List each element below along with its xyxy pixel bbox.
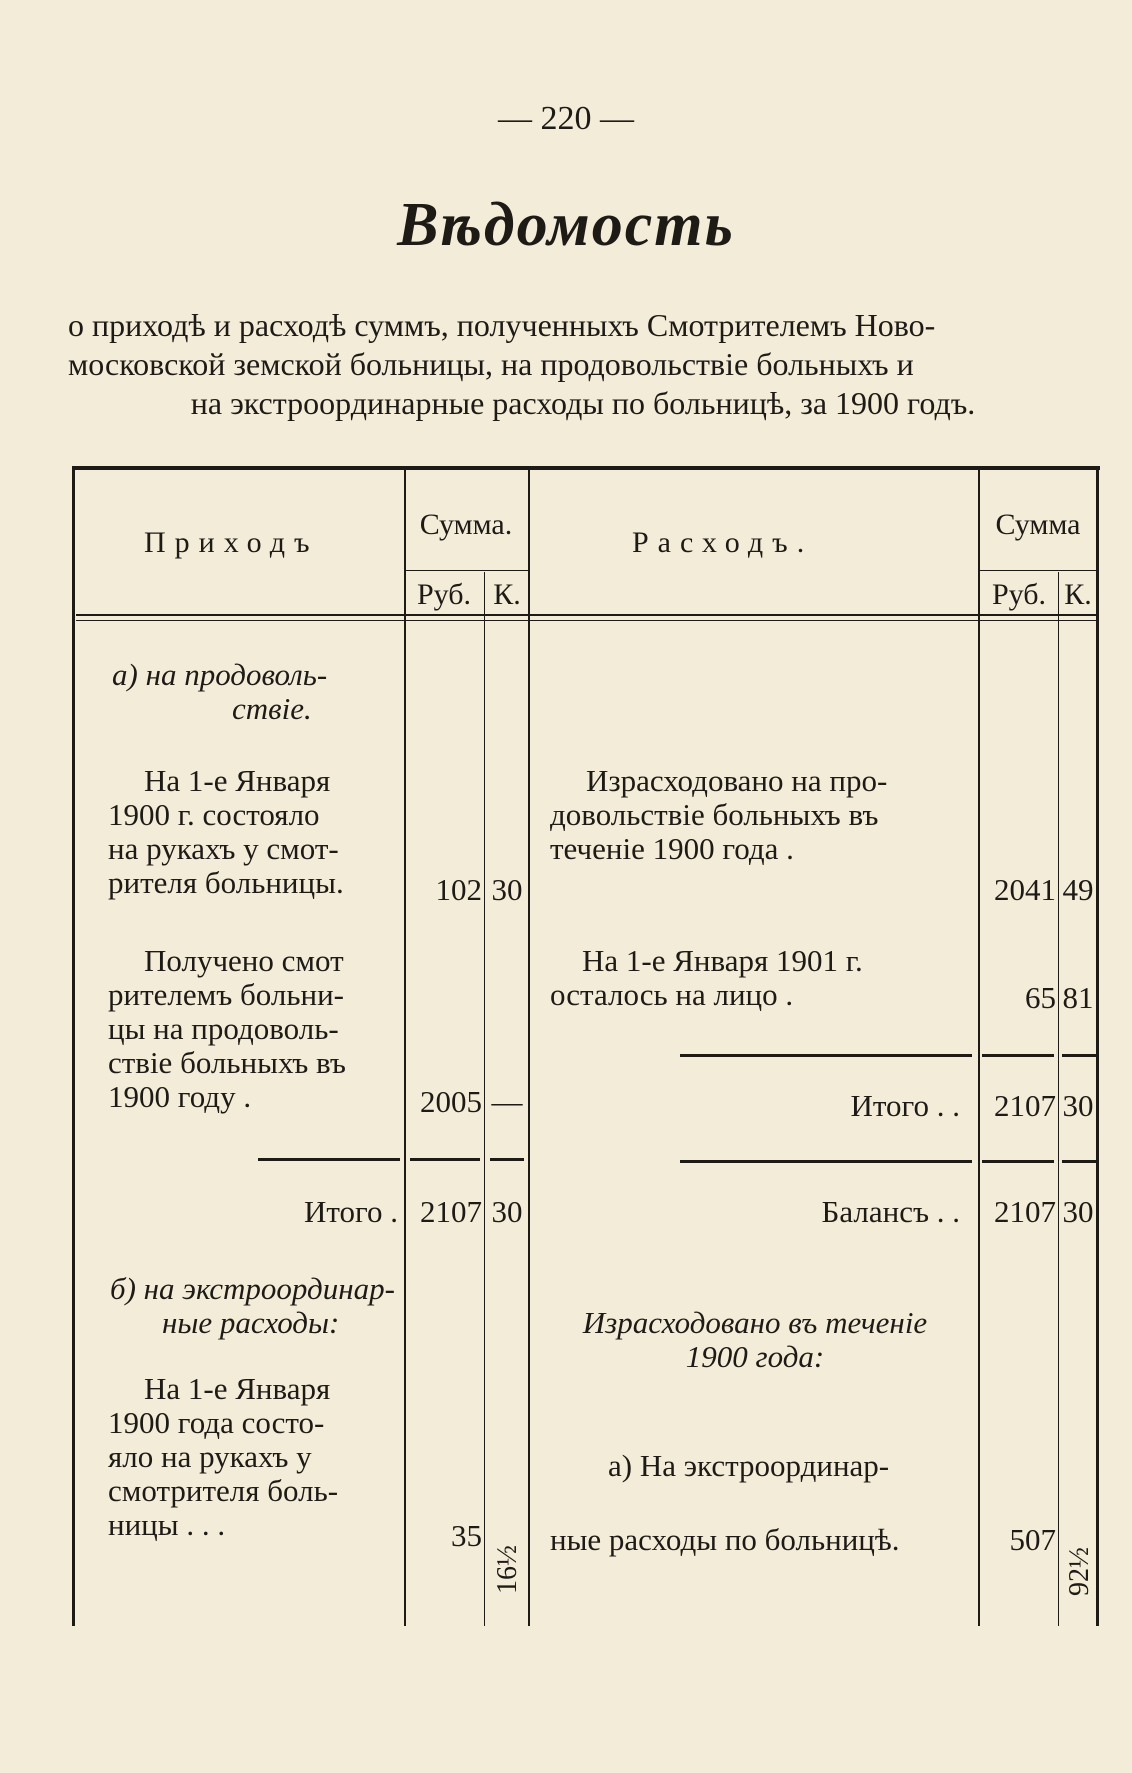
subtotal-rule bbox=[410, 1158, 480, 1161]
column-divider bbox=[484, 572, 485, 1626]
page-number: — 220 — bbox=[498, 100, 634, 137]
expense-entry-3-line2: ные расходы по больницѣ. bbox=[550, 1522, 900, 1557]
expense-total-label: Итого . . bbox=[850, 1088, 960, 1123]
balance-rule bbox=[680, 1160, 972, 1163]
expense-total-rub: 2107 bbox=[994, 1088, 1056, 1123]
column-divider bbox=[1058, 572, 1059, 1626]
subtotal-rule bbox=[258, 1158, 400, 1161]
subtotal-rule bbox=[490, 1158, 524, 1161]
document-subtitle bbox=[68, 306, 1098, 423]
income-total-label: Итого . bbox=[304, 1194, 398, 1229]
expense-entry-2: На 1-е Января 1901 г. осталось на лицо . bbox=[550, 943, 863, 1012]
subtotal-rule bbox=[982, 1054, 1054, 1057]
balance-label: Балансъ . . bbox=[821, 1194, 960, 1229]
table-top-rule bbox=[72, 466, 1100, 470]
header-rub-left: Руб. bbox=[416, 578, 472, 611]
sum-subheader-rule bbox=[404, 570, 528, 571]
income-entry-2-kop: — bbox=[491, 1084, 523, 1119]
subtitle-line: московской земской больницы, на продовольствіе больныхъ и bbox=[68, 346, 914, 382]
header-rub-right: Руб. bbox=[991, 578, 1047, 611]
income-entry-1-rub: 102 bbox=[435, 872, 482, 907]
expense-entry-2-rub: 65 bbox=[1025, 980, 1056, 1015]
expense-entry-3-line1: а) На экстроординар- bbox=[608, 1448, 890, 1483]
balance-kop: 30 bbox=[1062, 1194, 1094, 1229]
table-left-border bbox=[72, 466, 75, 1626]
column-divider bbox=[978, 466, 980, 1626]
column-divider bbox=[404, 466, 406, 1626]
expense-section-b-label: Израсходовано въ теченіе 1900 года: bbox=[582, 1305, 928, 1374]
header-expense: Расходъ. bbox=[632, 526, 814, 559]
expense-total-kop: 30 bbox=[1062, 1088, 1094, 1123]
header-rule-thin bbox=[76, 620, 1096, 621]
expense-entry-1-rub: 2041 bbox=[994, 872, 1056, 907]
income-entry-1-kop: 30 bbox=[491, 872, 523, 907]
subtotal-rule bbox=[680, 1054, 972, 1057]
sum-subheader-rule bbox=[978, 570, 1096, 571]
header-income: Приходъ bbox=[144, 526, 319, 559]
expense-entry-1: Израсходовано на про- довольствіе больныхъ въ теченіе 1900 года . bbox=[550, 763, 888, 866]
income-entry-2-rub: 2005 bbox=[420, 1084, 482, 1119]
income-entry-2: Получено смот рителемъ больни- цы на продоволь- ствіе больныхъ въ 1900 году . bbox=[108, 943, 346, 1114]
header-rule bbox=[76, 614, 1096, 616]
subtitle-line: на экстроординарные расходы по больницѣ, за 1900 годъ. bbox=[190, 385, 976, 421]
header-sum-right: Сумма bbox=[995, 508, 1081, 541]
balance-rub: 2107 bbox=[994, 1194, 1056, 1229]
income-entry-3-rub: 35 bbox=[451, 1518, 482, 1553]
balance-rule bbox=[982, 1160, 1054, 1163]
income-total-kop: 30 bbox=[491, 1194, 523, 1229]
income-entry-1: На 1-е Января 1900 г. состояло на рукахъ у смот- рителя больницы. bbox=[108, 763, 344, 900]
balance-rule bbox=[1062, 1160, 1096, 1163]
header-kop-right: К. bbox=[1064, 578, 1092, 611]
header-sum-left: Сумма. bbox=[419, 508, 513, 541]
section-b-label: б) на экстроординар- ные расходы: bbox=[110, 1271, 395, 1340]
expense-entry-3-kop: 92½ bbox=[1064, 1547, 1095, 1596]
table-right-border bbox=[1096, 466, 1099, 1626]
expense-entry-3-rub: 507 bbox=[1009, 1522, 1056, 1557]
income-entry-3-kop: 16½ bbox=[492, 1545, 523, 1594]
income-total-rub: 2107 bbox=[420, 1194, 482, 1229]
income-entry-3: На 1-е Января 1900 года состо- яло на рукахъ у смотрителя боль- ницы . . . bbox=[108, 1371, 339, 1542]
document-heading: Вѣдомость bbox=[397, 191, 735, 259]
header-kop-left: К. bbox=[493, 578, 521, 611]
expense-entry-2-kop: 81 bbox=[1062, 980, 1094, 1015]
subtotal-rule bbox=[1062, 1054, 1096, 1057]
expense-entry-1-kop: 49 bbox=[1062, 872, 1094, 907]
column-divider bbox=[528, 466, 530, 1626]
subtitle-line: о приходѣ и расходѣ суммъ, полученныхъ Смотрителемъ Ново- bbox=[68, 307, 936, 343]
section-a-label: а) на продоволь- ствіе. bbox=[112, 657, 328, 726]
